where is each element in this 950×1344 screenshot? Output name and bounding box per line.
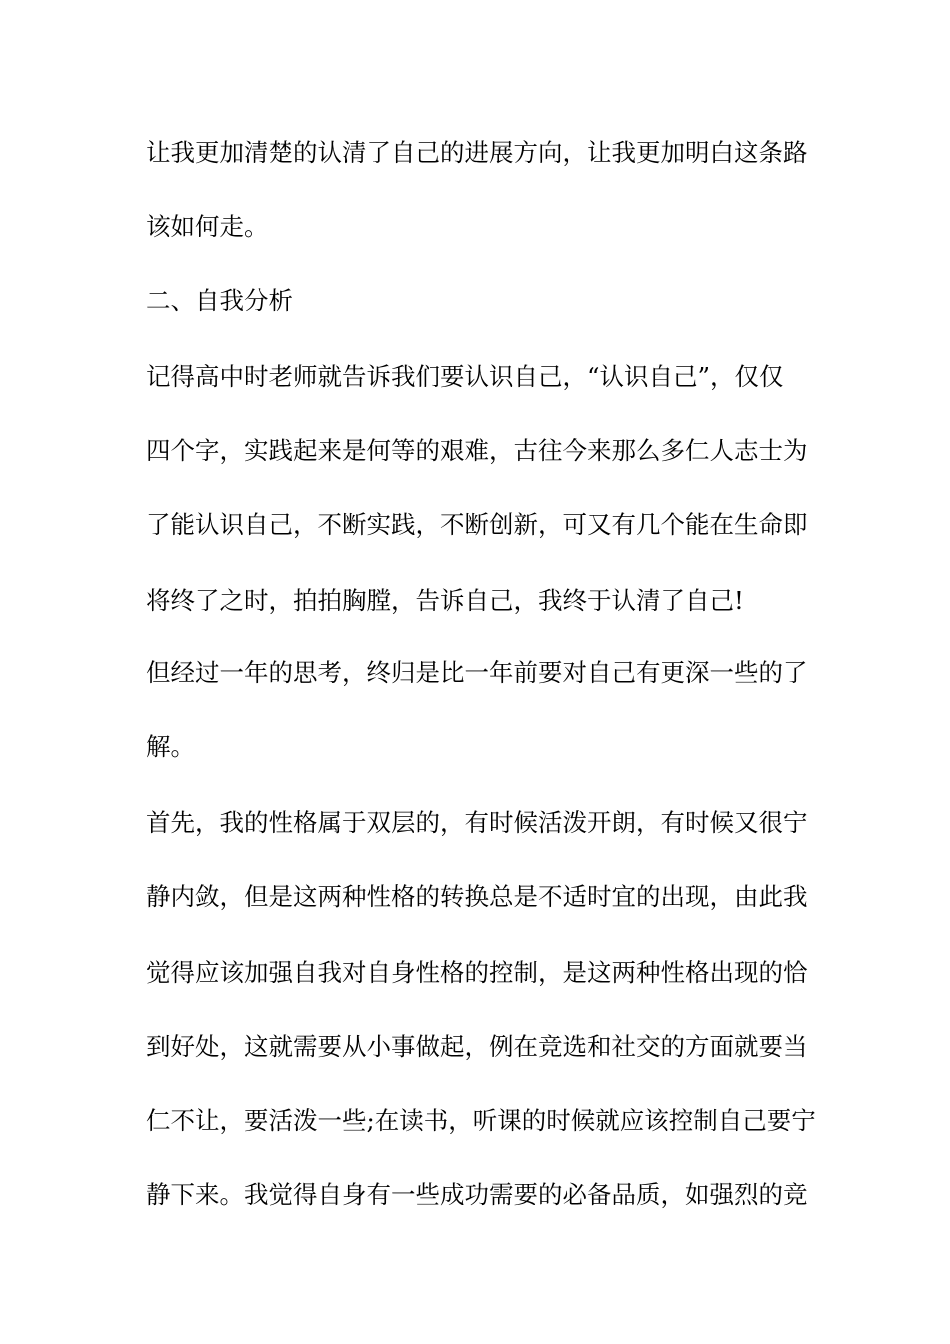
text-line: 静内敛，但是这两种性格的转换总是不适时宜的出现，由此我	[146, 882, 808, 911]
text-line: 仁不让，要活泼一些;在读书，听课的时候就应该控制自己要宁	[146, 1106, 816, 1135]
text-line: 了能认识自己，不断实践，不断创新，可又有几个能在生命即	[146, 510, 808, 539]
text-line: 记得高中时老师就告诉我们要认识自己，“认识自己”，仅仅	[146, 362, 784, 391]
text-line: 首先，我的性格属于双层的，有时候活泼开朗，有时候又很宁	[146, 808, 808, 837]
text-line: 静下来。我觉得自身有一些成功需要的必备品质，如强烈的竞	[146, 1180, 808, 1209]
text-line: 该如何走。	[146, 212, 269, 241]
text-line: 到好处，这就需要从小事做起，例在竞选和社交的方面就要当	[146, 1032, 808, 1061]
text-line: 解。	[146, 732, 195, 761]
text-line: 四个字，实践起来是何等的艰难，古往今来那么多仁人志士为	[146, 436, 808, 465]
text-line: 但经过一年的思考，终归是比一年前要对自己有更深一些的了	[146, 658, 808, 687]
text-line: 觉得应该加强自我对自身性格的控制，是这两种性格出现的恰	[146, 958, 808, 987]
text-line: 让我更加清楚的认清了自己的进展方向，让我更加明白这条路	[146, 138, 808, 167]
section-heading: 二、自我分析	[146, 286, 293, 315]
text-line: 将终了之时，拍拍胸膛，告诉自己，我终于认清了自己!	[146, 586, 744, 615]
